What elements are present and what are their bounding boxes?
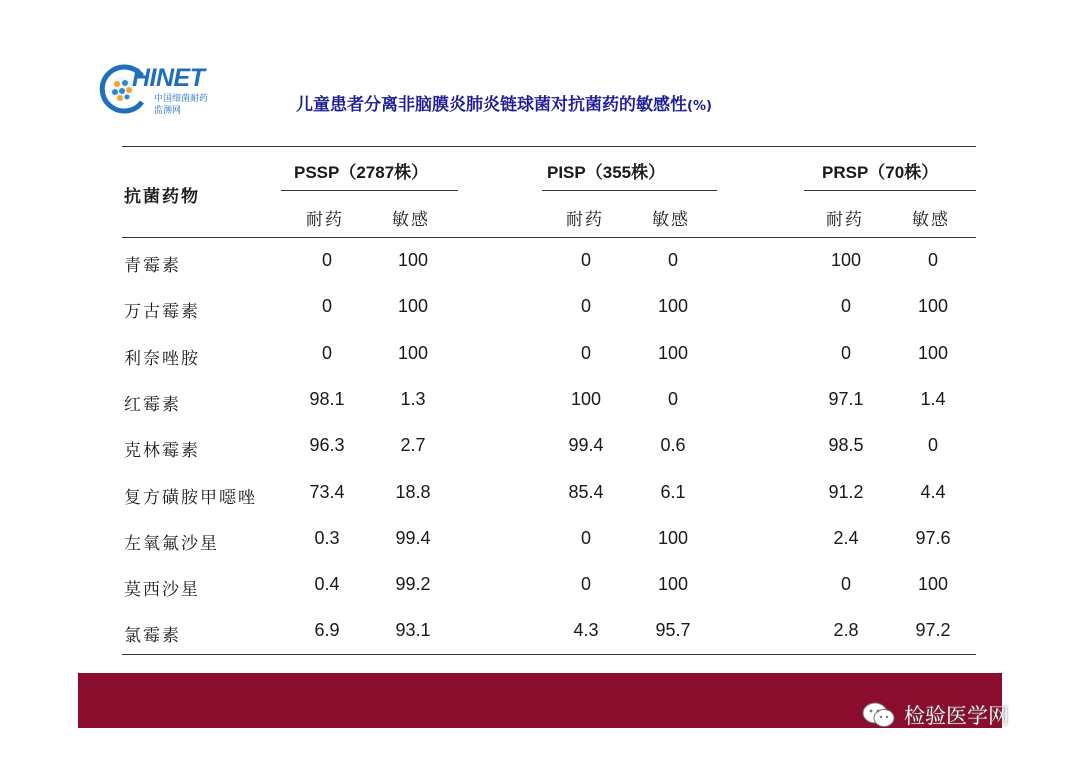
subheader-resistant: 耐药 xyxy=(306,210,344,230)
value-cell: 0.4 xyxy=(314,574,340,594)
value-cell: 6.1 xyxy=(660,482,686,502)
value-cell: 100 xyxy=(657,574,689,594)
value-cell: 1.3 xyxy=(400,389,426,409)
drug-name: 克林霉素 xyxy=(124,441,200,461)
value-cell: 97.1 xyxy=(828,389,864,409)
value-cell: 100 xyxy=(657,296,689,316)
value-cell: 0 xyxy=(580,574,591,594)
drug-name: 莫西沙星 xyxy=(124,580,200,600)
logo-wordmark: HINET xyxy=(132,64,205,92)
drug-name: 红霉素 xyxy=(124,395,181,415)
subheader-sensitive: 敏感 xyxy=(392,210,430,230)
value-cell: 0 xyxy=(840,343,851,363)
value-cell: 2.4 xyxy=(833,528,859,548)
value-cell: 97.2 xyxy=(915,620,951,640)
subheader-sensitive: 敏感 xyxy=(912,210,950,230)
group-rule-prsp xyxy=(804,190,976,191)
wechat-icon xyxy=(862,701,896,729)
chinet-logo xyxy=(98,60,228,120)
value-cell: 100 xyxy=(397,343,429,363)
group-header-pssp: PSSP（2787株） xyxy=(294,163,429,182)
value-cell: 100 xyxy=(397,250,429,270)
value-cell: 99.4 xyxy=(395,528,431,548)
group-rule-pssp xyxy=(281,190,458,191)
value-cell: 91.2 xyxy=(828,482,864,502)
value-cell: 97.6 xyxy=(915,528,951,548)
value-cell: 100 xyxy=(917,343,949,363)
watermark xyxy=(862,700,1009,730)
watermark-text: 检验医学网 xyxy=(904,704,1009,728)
subheader-resistant: 耐药 xyxy=(566,210,604,230)
table-top-rule xyxy=(122,146,976,147)
value-cell: 0 xyxy=(580,528,591,548)
value-cell: 0 xyxy=(840,574,851,594)
value-cell: 0 xyxy=(580,343,591,363)
value-cell: 4.4 xyxy=(920,482,946,502)
logo-subtitle-1: 中国细菌耐药 xyxy=(154,94,209,104)
value-cell: 73.4 xyxy=(309,482,345,502)
value-cell: 2.7 xyxy=(400,435,426,455)
value-cell: 100 xyxy=(657,343,689,363)
group-header-prsp: PRSP（70株） xyxy=(822,163,939,182)
group-rule-pisp xyxy=(542,190,717,191)
page-title xyxy=(296,90,712,115)
logo-subtitle-2: 监测网 xyxy=(154,106,182,116)
value-cell: 85.4 xyxy=(568,482,604,502)
value-cell: 95.7 xyxy=(655,620,691,640)
value-cell: 0.6 xyxy=(660,435,686,455)
value-cell: 100 xyxy=(830,250,862,270)
title-suffix: (%) xyxy=(687,99,712,114)
value-cell: 98.1 xyxy=(309,389,345,409)
value-cell: 18.8 xyxy=(395,482,431,502)
value-cell: 100 xyxy=(397,296,429,316)
value-cell: 2.8 xyxy=(833,620,859,640)
value-cell: 4.3 xyxy=(573,620,599,640)
value-cell: 0 xyxy=(580,296,591,316)
subheader-sensitive: 敏感 xyxy=(652,210,690,230)
value-cell: 0 xyxy=(927,435,938,455)
value-cell: 99.2 xyxy=(395,574,431,594)
value-cell: 1.4 xyxy=(920,389,946,409)
drug-name: 利奈唑胺 xyxy=(124,349,200,369)
value-cell: 0 xyxy=(321,250,332,270)
value-cell: 100 xyxy=(917,296,949,316)
drug-column-header: 抗菌药物 xyxy=(124,187,200,207)
drug-name: 复方磺胺甲噁唑 xyxy=(124,488,257,508)
value-cell: 0 xyxy=(321,296,332,316)
subheader-resistant: 耐药 xyxy=(826,210,864,230)
value-cell: 0 xyxy=(667,389,678,409)
value-cell: 0 xyxy=(667,250,678,270)
value-cell: 0 xyxy=(840,296,851,316)
header-bottom-rule xyxy=(122,237,976,238)
value-cell: 100 xyxy=(570,389,602,409)
drug-name: 青霉素 xyxy=(124,256,181,276)
value-cell: 0.3 xyxy=(314,528,340,548)
value-cell: 98.5 xyxy=(828,435,864,455)
value-cell: 0 xyxy=(321,343,332,363)
drug-name: 氯霉素 xyxy=(124,626,181,646)
value-cell: 93.1 xyxy=(395,620,431,640)
value-cell: 0 xyxy=(927,250,938,270)
value-cell: 99.4 xyxy=(568,435,604,455)
table-bottom-rule xyxy=(122,654,976,655)
value-cell: 0 xyxy=(580,250,591,270)
value-cell: 6.9 xyxy=(314,620,340,640)
group-header-pisp: PISP（355株） xyxy=(547,163,666,182)
value-cell: 96.3 xyxy=(309,435,345,455)
drug-name: 万古霉素 xyxy=(124,302,200,322)
value-cell: 100 xyxy=(917,574,949,594)
drug-name: 左氧氟沙星 xyxy=(124,534,219,554)
title-main: 儿童患者分离非脑膜炎肺炎链球菌对抗菌药的敏感性 xyxy=(296,95,687,115)
value-cell: 100 xyxy=(657,528,689,548)
